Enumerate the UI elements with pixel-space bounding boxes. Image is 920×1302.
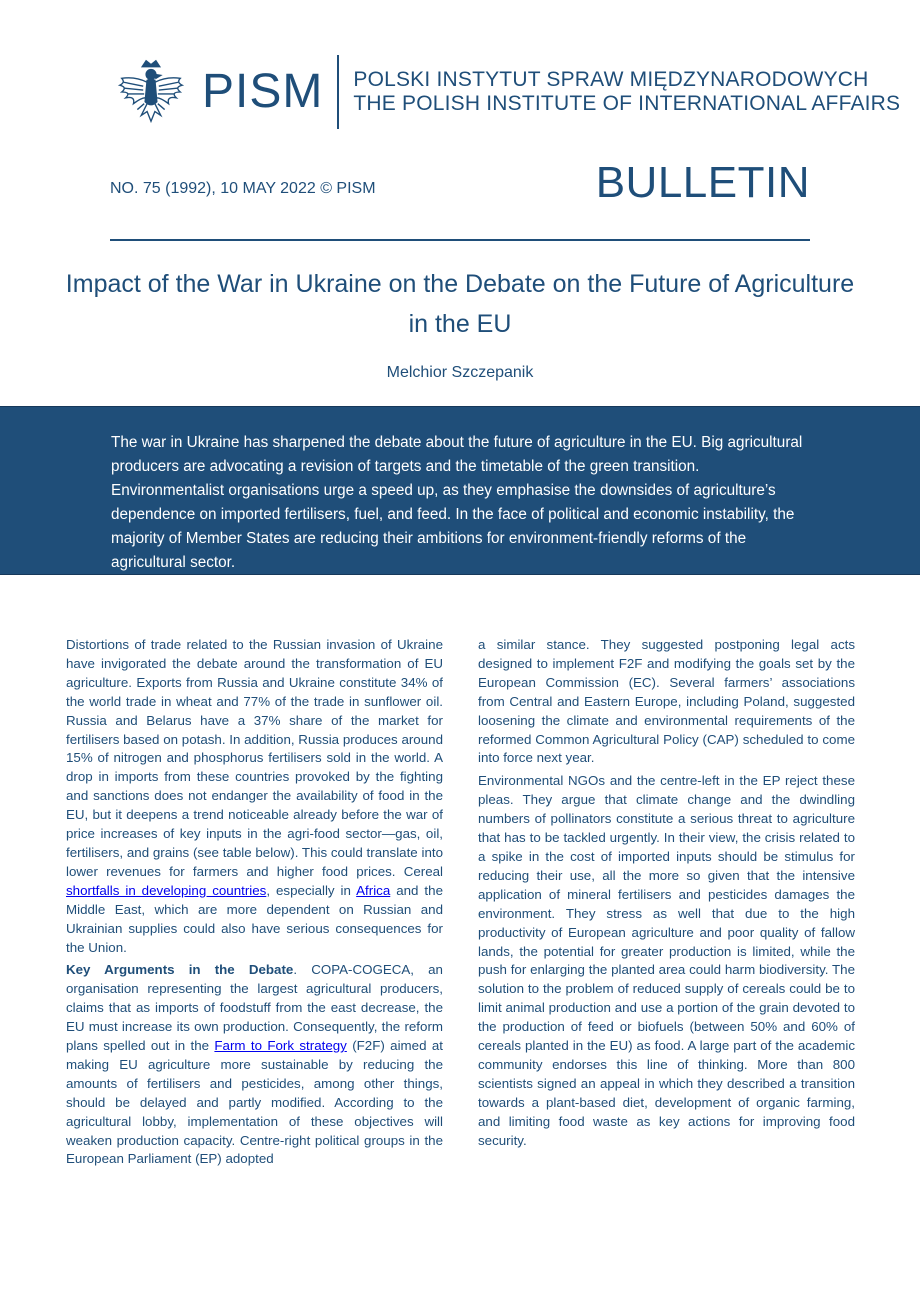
issue-info: NO. 75 (1992), 10 MAY 2022 © PISM [110, 180, 376, 197]
text-run: . COPA-COGECA, an organisation representing the largest agricultural producers, claims that as imports of foodstuff from the east decrease, the EU must increase its own production. Consequently, the reform plans spelled out in the [66, 962, 443, 1054]
link-africa[interactable]: Africa [356, 882, 391, 898]
article-title: Impact of the War in Ukraine on the Debate on the Future of Agriculture in the EU [65, 270, 855, 338]
institute-name-english: THE POLISH INSTITUTE OF INTERNATIONAL AFFAIRS [353, 92, 901, 115]
text-run: Distortions of trade related to the Russian invasion of Ukraine have invigorated the debate around the transformation of EU agriculture. Exports from Russia and Ukraine constitute 34% of the world trade in wheat and 77% of the trade in sunflower oil. Russia and Belarus have a 37% share of the market for fertilisers based on potash. In addition, Russia produces around 15% of nitrogen and phosphorus fertilisers sold in the world. A drop in imports from these countries provoked by the fighting and sanctions does not endanger the availability of food in the EU, but it deepens a trend noticeable already before the war of price increases of key inputs in the agri-food sector—gas, oil, fertilisers, and grains (see table below). This could translate into lower revenues for farmers and higher food prices. Cereal [66, 637, 443, 879]
section-heading: Key Arguments in the Debate [66, 962, 294, 978]
link-shortfalls[interactable]: shortfalls in developing countries [66, 882, 267, 898]
header-divider [337, 55, 339, 129]
header-rule [110, 239, 810, 241]
abstract-box [0, 406, 920, 575]
text-run: (F2F) aimed at making EU agriculture more sustainable by reducing the amounts of fertilisers and pesticides, among other things, should be delayed and partly modified. According to the agricultural lobby, implementation of these objectives will weaken production capacity. Centre-right political groups in the European Parliament (EP) adopted [66, 1038, 443, 1167]
text-run: and the Middle East, which are more dependent on Russian and Ukrainian supplies could also have serious consequences for the Union. [66, 882, 443, 955]
link-farm-to-fork[interactable]: Farm to Fork strategy [214, 1038, 347, 1054]
eagle-emblem-icon [112, 53, 190, 131]
paragraph [66, 636, 443, 957]
body-column-right [478, 636, 855, 1154]
series-title: BULLETIN [595, 158, 810, 207]
text-run: , especially in [266, 882, 357, 898]
body-column-left [66, 636, 443, 1173]
institute-name-polish: POLSKI INSTYTUT SPRAW MIĘDZYNARODOWYCH [353, 68, 869, 91]
paragraph: a similar stance. They suggested postponing legal acts designed to implement F2F and modifying the goals set by the European Commission (EC). Several farmers’ associations from Central and Eastern Europe, including Poland, suggested loosening the climate and environmental requirements of the reformed Common Agricultural Policy (CAP) scheduled to come into force next year. [478, 637, 855, 766]
author-name: Melchior Szczepanik [386, 364, 534, 381]
masthead [112, 52, 900, 132]
paragraph [66, 961, 443, 1169]
abstract-text: The war in Ukraine has sharpened the debate about the future of agriculture in the EU. Big agricultural producers are advocating a revision of targets and the timetable of the green transition. Environmentalist organisations urge a speed up, as they emphasise the downsides of agriculture’s dependence on imported fertilisers, fuel, and feed. In the face of political and economic instability, the majority of Member States are reducing their ambitions for environment-friendly reforms of the agricultural sector. [111, 434, 803, 571]
institute-names [353, 68, 900, 116]
paragraph: Environmental NGOs and the centre-left in the EP reject these pleas. They argue that climate change and the dwindling numbers of pollinators constitute a serious threat to agriculture that has to be tackled urgently. In their view, the crisis related to a spike in the cost of imported inputs should be stimulus for reducing their use, all the more so given that the intensive application of mineral fertilisers and pesticides damages the environment. They stress as well that due to the high productivity of European agriculture and poor quality of fallow lands, the potential for greater production is limited, while the push for enlarging the planted area could harm biodiversity. The solution to the problem of reduced supply of cereals could be to limit animal production and use a portion of the grain devoted to the production of feed or biofuels (between 50% and 60% of cereals planted in the EU) as food. A large part of the academic community endorses this line of thinking. More than 800 scientists signed an appeal in which they described a transition towards a plant-based diet, development of organic farming, and limiting food waste as key actions for improving food security. [478, 773, 855, 1148]
logo-text: PISM [202, 65, 324, 118]
